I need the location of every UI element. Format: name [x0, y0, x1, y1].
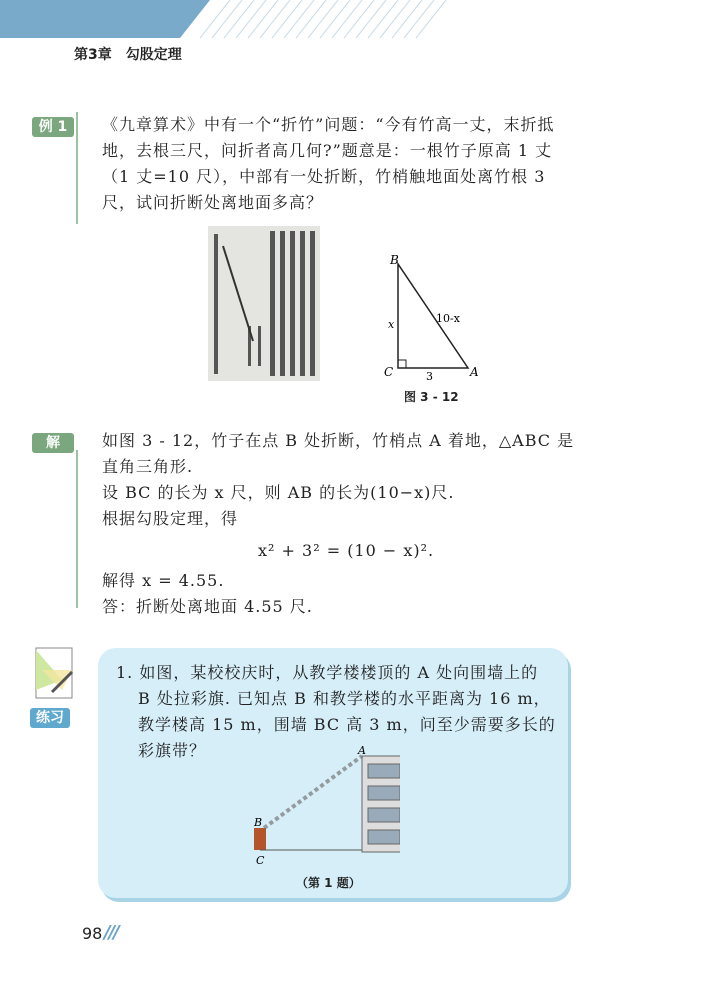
ancient-text-image	[208, 226, 320, 381]
solution-line-1: 如图 3 - 12，竹子在点 B 处折断，竹梢点 A 着地，△ABC 是直角三角形.	[102, 431, 575, 476]
label-base: 3	[426, 370, 433, 383]
practice-caption: （第 1 题）	[296, 876, 361, 890]
equation: x² + 3² = (10 − x)².	[258, 541, 435, 560]
answer: 答：折断处离地面 4.55 尺.	[102, 597, 313, 616]
fig-label-A: A	[358, 744, 366, 757]
practice-label: 练习	[30, 708, 70, 728]
example-text: 《九章算术》中有一个“折竹”问题：“今有竹高一丈，末折抵地，去根三尺，问折者高几何?”题意是：一根竹子原高 1 丈（1 丈=10 尺），中部有一处折断，竹梢触地面处离竹根 3 尺，试问折断处离地面多高？	[102, 115, 555, 212]
figure-caption: 图 3 - 12	[404, 390, 459, 404]
flag-building-figure	[250, 742, 400, 868]
page-number: 98	[82, 924, 103, 943]
label-A: A	[470, 365, 479, 379]
page-mark: ///	[104, 922, 118, 943]
label-x: x	[388, 318, 395, 331]
practice-question-1: 1. 如图，某校校庆时，从教学楼楼顶的 A 处向围墙上的 B 处拉彩旗. 已知点 B 和教学楼的水平距离为 16 m，教学楼高 15 m，围墙 BC 高 3 m，问至少需要多长的彩旗带？	[116, 663, 556, 760]
label-C: C	[384, 365, 394, 379]
solution-line	[76, 450, 78, 608]
example-label: 例 1	[32, 117, 74, 137]
solution-line-5: 解得 x = 4.55.	[102, 571, 225, 590]
fig-label-C: C	[256, 854, 265, 867]
label-hyp: 10-x	[436, 312, 460, 325]
example-line	[76, 112, 78, 224]
solution-label: 解	[32, 433, 74, 453]
fig-label-B: B	[254, 816, 263, 829]
practice-pencil-icon	[22, 640, 82, 706]
header-band	[0, 0, 702, 38]
label-B: B	[390, 253, 399, 267]
triangle-figure	[380, 250, 490, 400]
solution-line-3: 根据勾股定理，得	[102, 509, 239, 528]
solution-line-2: 设 BC 的长为 x 尺，则 AB 的长为(10−x)尺.	[102, 483, 455, 502]
chapter-title: 第3章 勾股定理	[74, 47, 182, 63]
